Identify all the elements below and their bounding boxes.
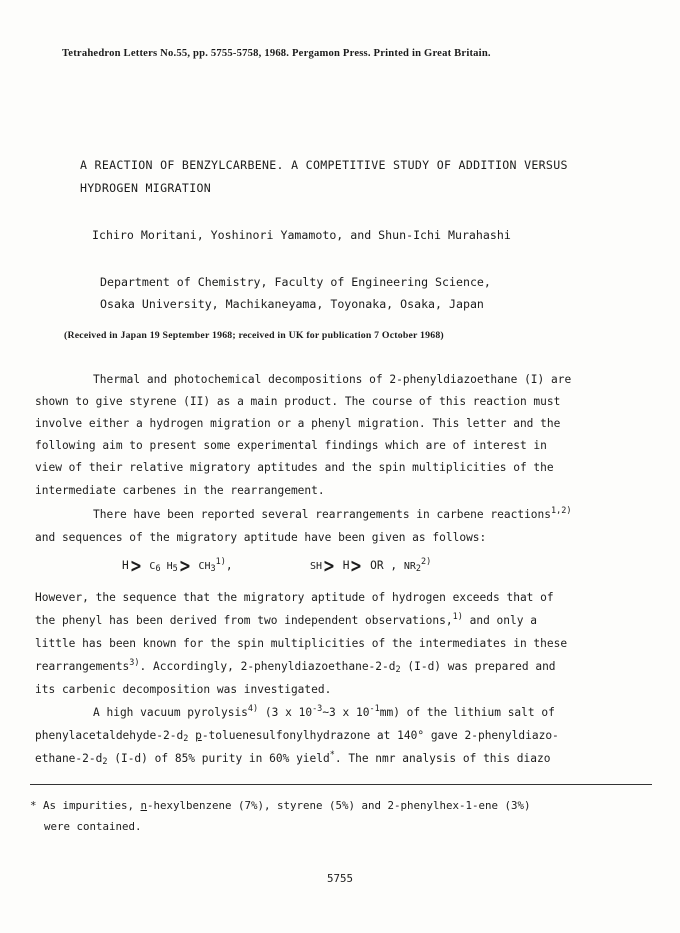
p1-line-1: Thermal and photochemical decompositions of 2-phenyldiazoethane (I) are — [93, 373, 572, 386]
ref-4: 4) — [247, 704, 259, 714]
p4-line-3: ethane-$2-d_2$ (I-d) of 85% purity in 60% yield*. The nmr analysis of this diazo — [35, 750, 551, 767]
p1-line-5: view of their relative migratory aptitudes and the spin multiplicities of the — [35, 461, 554, 474]
p3-line-2: the phenyl has been derived from two independent observations,$^{1)}$ and only a — [35, 612, 537, 627]
footnote-line-2: were contained. — [44, 820, 142, 833]
p1-line-6: intermediate carbenes in the rearrangement. — [35, 484, 325, 497]
ref-1-2: 1,2) — [551, 506, 572, 516]
article-title-line-2: HYDROGEN MIGRATION — [80, 181, 212, 195]
footnote-line-1: * As impurities, n-hexylbenzene (7%), styrene (5%) and 2-phenylhex-1-ene (3%) — [30, 799, 531, 812]
seq-sh: SH — [310, 561, 323, 572]
ref-3: 3) — [129, 658, 140, 668]
affiliation-line-1: Department of Chemistry, Faculty of Engineering Science, — [100, 275, 491, 289]
p2-line-2: and sequences of the migratory aptitude have been given as follows: — [35, 531, 487, 544]
p4-line-1: A high vacuum pyrolysis$^{4)}$ (3 x $10^{-3}\sim 3$ x $10^{-1}mm$) of the lithium salt of — [93, 704, 555, 719]
p2-line-1 — [93, 508, 572, 521]
p1-line-2: shown to give styrene (II) as a main product. The course of this reaction must — [35, 395, 561, 408]
p3-line-3: little has been known for the spin multiplicities of the intermediates in these — [35, 637, 568, 650]
seq-nr2: $NR_2$ — [403, 561, 422, 574]
p3-line-1: However, the sequence that the migratory aptitude of hydrogen exceeds that of — [35, 591, 554, 604]
seq-c6h5: $C_6$ $H_5$ — [149, 561, 178, 574]
seq-comma: , — [225, 559, 233, 572]
seq-ch3: $CH_3$ — [198, 561, 216, 574]
seq-ref-1: 1) — [215, 557, 226, 567]
p3-line-4: rearrangements$^{3)}$. Accordingly, $2-phenyldiazoethane-2-d_2$ (I-d) was prepared and — [35, 658, 556, 675]
footnote-marker: * — [329, 750, 335, 760]
p1-line-3: involve either a hydrogen migration or a phenyl migration. This letter and the — [35, 417, 561, 430]
seq-h: H — [122, 559, 129, 572]
p3-line-5: its carbenic decomposition was investigated. — [35, 683, 332, 696]
footnote-divider — [30, 784, 652, 785]
p4-line-2: phenylacetaldehyde-$2-d_2$ p-toluenesulfonylhydrazone at 140° gave 2-phenyldiazo- — [35, 729, 559, 744]
page-number: 5755 — [327, 872, 354, 885]
migratory-sequence-2: SH> H> OR , $NR_2^{2)}$ — [310, 555, 432, 577]
seq-h-2: H — [342, 559, 350, 572]
p1-line-4: following aim to present some experimental findings which are of interest in — [35, 439, 547, 452]
seq-ref-2: 2) — [421, 557, 432, 567]
p2-line-1-text: There have been reported several rearrangements in carbene reactions — [93, 508, 552, 521]
migratory-sequence-1: $H> C_6$ $H_5> CH_3^{1)}$, — [122, 555, 233, 577]
affiliation-line-2: Osaka University, Machikaneyama, Toyonaka, Osaka, Japan — [100, 297, 484, 311]
seq-or: OR , — [370, 559, 398, 572]
article-title-line-1: A REACTION OF BENZYLCARBENE. A COMPETITIVE STUDY OF ADDITION VERSUS — [80, 158, 568, 172]
received-dates: (Received in Japan 19 September 1968; received in UK for publication 7 October 1968) — [64, 330, 444, 341]
running-header: Tetrahedron Letters No.55, pp. 5755-5758, 1968. Pergamon Press. Printed in Great Britain. — [62, 48, 491, 59]
authors: Ichiro Moritani, Yoshinori Yamamoto, and Shun-Ichi Murahashi — [92, 228, 511, 242]
ref-1: 1) — [452, 612, 463, 622]
